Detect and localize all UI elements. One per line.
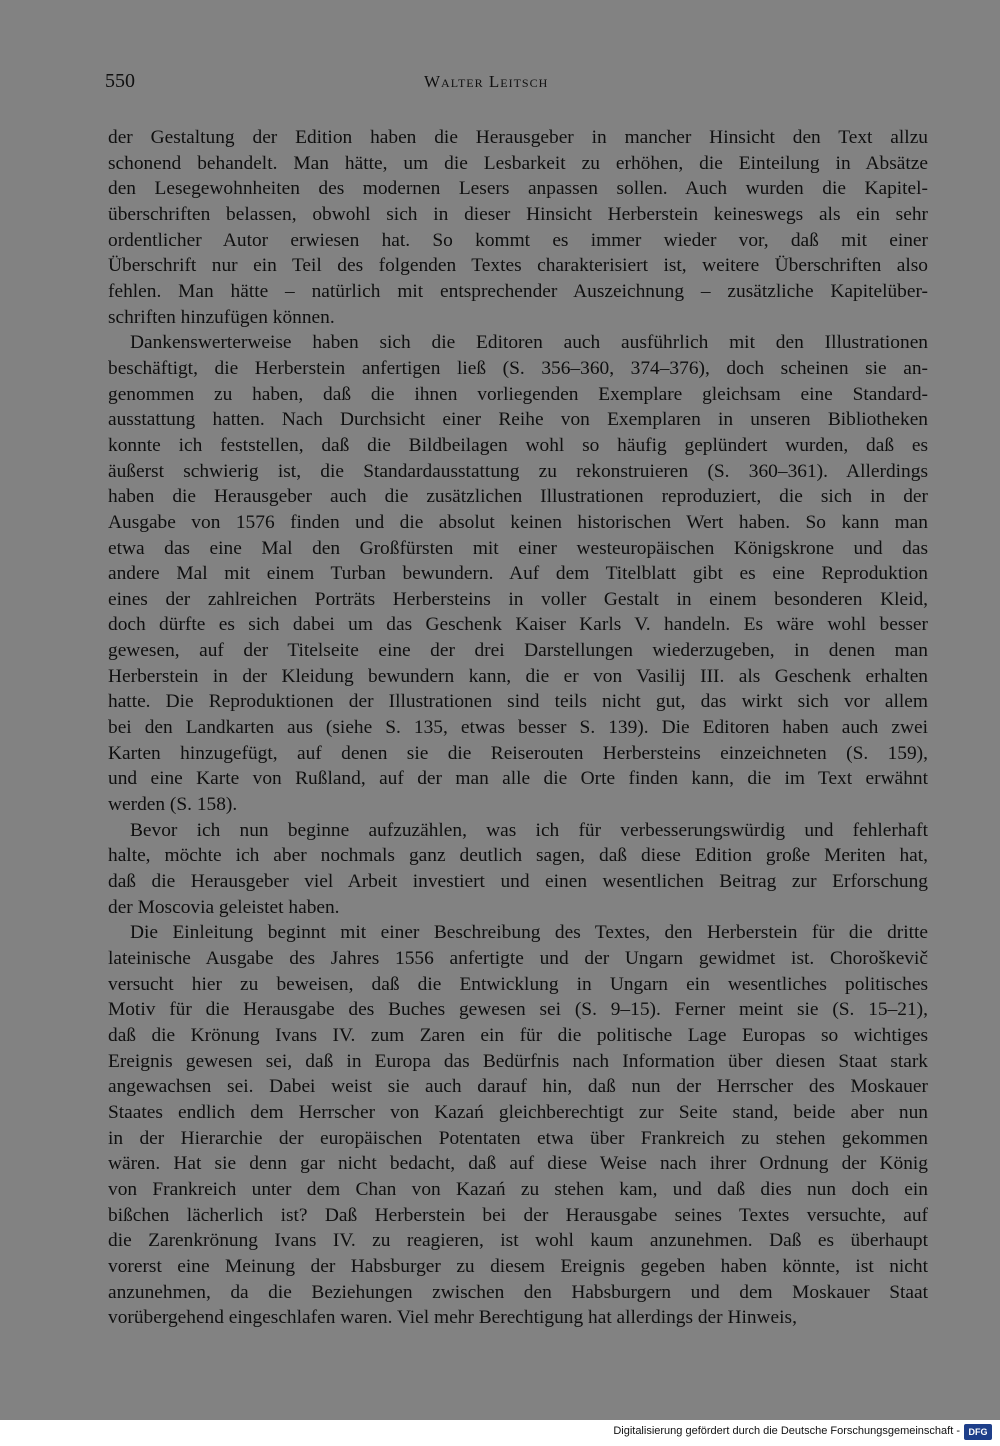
text-line: versucht hier zu beweisen, daß die Entwicklung in Ungarn ein wesentliches politisches	[108, 973, 928, 995]
text-line: hatte. Die Reproduktionen der Illustrationen sind teils nicht gut, das wirkt sich vor allem	[108, 691, 928, 713]
footer-bar	[0, 1420, 1000, 1446]
text-line: etwa das eine Mal den Großfürsten mit einer westeuropäischen Königskrone und das	[108, 537, 928, 559]
text-line: Herberstein in der Kleidung bewundern kann, die er von Vasilij III. als Geschenk erhalten	[108, 665, 928, 687]
text-line: Die Einleitung beginnt mit einer Beschreibung des Textes, den Herberstein für die dritte	[130, 922, 928, 944]
text-line: der Moscovia geleistet haben.	[108, 896, 340, 918]
text-line: schriften hinzufügen können.	[108, 306, 335, 328]
text-line: Karten hinzugefügt, auf denen sie die Reiserouten Herbersteins einzeichneten (S. 159),	[108, 742, 928, 764]
text-line: und eine Karte von Rußland, auf der man alle die Orte finden kann, die im Text erwähnt	[108, 768, 928, 790]
text-line: Ausgabe von 1576 finden und die absolut keinen historischen Wert haben. So kann man	[108, 511, 928, 533]
text-line: schonend behandelt. Man hätte, um die Lesbarkeit zu erhöhen, die Einteilung in Absätze	[108, 152, 928, 174]
text-line: bei den Landkarten aus (siehe S. 135, etwas besser S. 139). Die Editoren haben auch zwei	[108, 717, 928, 739]
text-line: Überschrift nur ein Teil des folgenden Textes charakterisiert ist, weitere Überschriften also	[108, 255, 928, 277]
text-line: andere Mal mit einem Turban bewundern. Auf dem Titelblatt gibt es eine Reproduktion	[108, 563, 928, 585]
text-line: von Frankreich unter dem Chan von Kazań zu stehen kam, und daß dies nun doch ein	[108, 1178, 928, 1200]
paragraph	[108, 818, 928, 921]
text-line: äußerst schwierig ist, die Standardausstattung zu rekonstruieren (S. 360–361). Allerdings	[108, 460, 928, 482]
text-line: vorübergehend eingeschlafen waren. Viel mehr Berechtigung hat allerdings der Hinweis,	[108, 1307, 797, 1329]
text-line: eines der zahlreichen Porträts Herbersteins in voller Gestalt in einem besonderen Kleid,	[108, 588, 928, 610]
text-line: der Gestaltung der Edition haben die Herausgeber in mancher Hinsicht den Text allzu	[108, 127, 928, 148]
page-number: 550	[105, 70, 135, 92]
text-line: Bevor ich nun beginne aufzuzählen, was ich für verbesserungswürdig und fehlerhaft	[130, 819, 928, 841]
text-line: den Lesegewohnheiten des modernen Lesers anpassen sollen. Auch wurden die Kapitel-	[108, 178, 928, 200]
text-line: ordentlicher Autor erwiesen hat. So kommt es immer wieder vor, daß mit einer	[108, 229, 928, 251]
text-line: in der Hierarchie der europäischen Potentaten etwa über Frankreich zu stehen gekommen	[108, 1127, 928, 1149]
text-line: daß die Krönung Ivans IV. zum Zaren ein für die politische Lage Europas so wichtiges	[108, 1024, 928, 1046]
text-line: haben die Herausgeber auch die zusätzlichen Illustrationen reproduziert, die sich in der	[108, 486, 928, 508]
paragraph	[108, 330, 928, 817]
text-line: ausstattung hatten. Nach Durchsicht einer Reihe von Exemplaren in unseren Bibliotheken	[108, 409, 928, 431]
text-line: Motiv für die Herausgabe des Buches gewesen sei (S. 9–15). Ferner meint sie (S. 15–21),	[108, 999, 928, 1021]
text-line: werden (S. 158).	[108, 794, 238, 816]
running-head: Walter Leitsch	[424, 72, 549, 91]
text-line: wären. Hat sie denn gar nicht bedacht, daß auf diese Weise nach ihrer Ordnung der König	[108, 1153, 928, 1175]
paragraph	[108, 125, 928, 330]
text-line: konnte ich feststellen, daß die Bildbeilagen wohl so häufig geplündert wurden, daß es	[108, 434, 928, 456]
dfg-logo: DFG	[964, 1424, 992, 1440]
text-line: überschriften belassen, obwohl sich in dieser Hinsicht Herberstein keineswegs als ein sehr	[108, 203, 928, 225]
text-line: doch dürfte es sich dabei um das Geschenk Kaiser Karls V. handeln. Es wäre wohl besser	[108, 614, 928, 636]
text-line: Ereignis gewesen sei, daß in Europa das Bedürfnis nach Information über diesen Staat stark	[108, 1050, 928, 1072]
text-line: daß die Herausgeber viel Arbeit investiert und einen wesentlichen Beitrag zur Erforschung	[108, 871, 928, 893]
text-line: die Zarenkrönung Ivans IV. zu reagieren, ist wohl kaum anzunehmen. Daß es überhaupt	[108, 1230, 928, 1252]
body-text	[108, 125, 928, 1331]
digitization-credit: Digitalisierung gefördert durch die Deutsche Forschungsgemeinschaft -	[613, 1425, 960, 1437]
text-line: Staates endlich dem Herrscher von Kazań gleichberechtigt zur Seite stand, beide aber nun	[108, 1101, 928, 1123]
text-line: gewesen, auf der Titelseite eine der drei Darstellungen wiederzugeben, in denen man	[108, 640, 928, 662]
paragraph	[108, 920, 928, 1331]
text-line: lateinische Ausgabe des Jahres 1556 anfertigte und der Ungarn gewidmet ist. Choroškevič	[108, 948, 928, 969]
text-line: genommen zu haben, daß die ihnen vorliegenden Exemplare gleichsam eine Standard-	[108, 383, 928, 405]
text-line: angewachsen sei. Dabei weist sie auch darauf hin, daß nun der Herrscher des Moskauer	[108, 1076, 928, 1098]
text-line: vorerst eine Meinung der Habsburger zu diesem Ereignis gegeben haben könnte, ist nicht	[108, 1255, 928, 1277]
text-line: Dankenswerterweise haben sich die Editoren auch ausführlich mit den Illustrationen	[130, 332, 928, 354]
text-line: beschäftigt, die Herberstein anfertigen ließ (S. 356–360, 374–376), doch scheinen sie an-	[108, 357, 928, 379]
text-line: fehlen. Man hätte – natürlich mit entsprechender Auszeichnung – zusätzliche Kapitelüber-	[108, 280, 928, 302]
text-line: bißchen lächerlich ist? Daß Herberstein bei der Herausgabe seines Textes versuchte, auf	[108, 1204, 928, 1226]
text-line: anzunehmen, da die Beziehungen zwischen den Habsburgern und dem Moskauer Staat	[108, 1281, 928, 1303]
text-line: halte, möchte ich aber nochmals ganz deutlich sagen, daß diese Edition große Meriten hat,	[108, 845, 928, 867]
